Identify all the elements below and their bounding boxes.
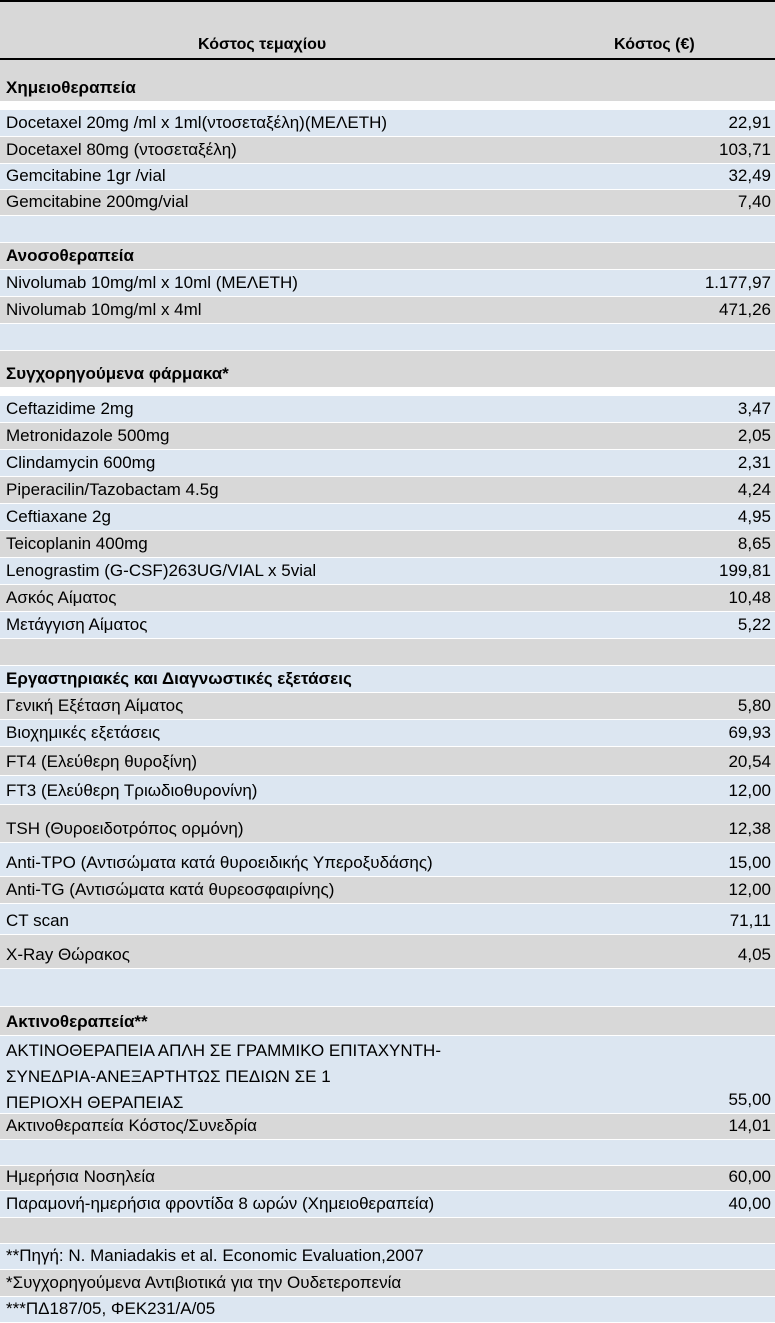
item-cost: 4,05	[737, 945, 771, 964]
table-row	[0, 585, 775, 612]
item-label: FT4 (Ελεύθερη θυροξίνη)	[6, 752, 198, 771]
item-label: Ημερήσια Νοσηλεία	[6, 1167, 155, 1186]
item-label: Gemcitabine 1gr /vial	[6, 166, 166, 185]
item-cost: 199,81	[719, 561, 771, 580]
section-title-row	[0, 243, 775, 270]
table-row	[0, 110, 775, 137]
table-row	[0, 297, 775, 324]
section-title: Χημειοθεραπεία	[6, 78, 136, 97]
item-label: Ακτινοθεραπεία Κόστος/Συνεδρία	[6, 1116, 257, 1135]
item-label-line: ΣΥΝΕΔΡΙΑ-ΑΝΕΞΑΡΤΗΤΩΣ ΠΕΔΙΩΝ ΣΕ 1	[6, 1067, 331, 1086]
spacer-row	[0, 216, 775, 243]
table-row	[0, 531, 775, 558]
section-title: Εργαστηριακές και Διαγνωστικές εξετάσεις	[6, 669, 352, 688]
table-row	[0, 612, 775, 639]
item-label: Nivolumab 10mg/ml x 4ml	[6, 300, 202, 319]
table-row	[0, 164, 775, 190]
item-cost: 10,48	[728, 588, 771, 607]
item-cost: 4,24	[737, 480, 771, 499]
item-label: Anti-TPO (Αντισώματα κατά θυροειδικής Υπεροξυδάσης)	[6, 853, 433, 872]
table-row	[0, 1036, 775, 1114]
table-row	[0, 720, 775, 747]
table-row	[0, 747, 775, 776]
spacer-row	[0, 1218, 775, 1244]
item-label-line: ΑΚΤΙΝΟΘΕΡΑΠΕΙΑ ΑΠΛΗ ΣΕ ΓΡΑΜΜΙΚΟ ΕΠΙΤΑΧΥΝΤΗ-	[6, 1041, 441, 1060]
spacer-row	[0, 1140, 775, 1166]
table-row	[0, 396, 775, 423]
item-cost: 12,00	[728, 880, 771, 899]
item-label: Gemcitabine 200mg/vial	[6, 192, 189, 211]
item-label: Μετάγγιση Αίματος	[6, 615, 148, 634]
spacer-row	[0, 324, 775, 351]
item-cost: 20,54	[728, 752, 771, 771]
table-row	[0, 776, 775, 805]
table-row	[0, 270, 775, 297]
item-cost: 3,47	[737, 399, 771, 418]
item-cost: 2,31	[737, 453, 771, 472]
table-row	[0, 805, 775, 843]
table-row	[0, 1166, 775, 1191]
item-label: TSH (Θυροειδοτρόπος ορμόνη)	[6, 819, 244, 838]
item-label: Metronidazole 500mg	[6, 426, 170, 445]
item-label: Docetaxel 80mg (ντοσεταξέλη)	[6, 140, 237, 159]
item-cost: 32,49	[728, 166, 771, 185]
item-cost: 22,91	[728, 113, 771, 132]
section-title: Ανοσοθεραπεία	[6, 246, 134, 265]
item-cost: 103,71	[719, 140, 771, 159]
table-row	[0, 190, 775, 216]
spacer-row	[0, 639, 775, 666]
header-cost-label: Κόστος (€)	[614, 36, 695, 53]
table-row	[0, 137, 775, 164]
item-label: Βιοχημικές εξετάσεις	[6, 723, 161, 742]
multiline-item-label	[6, 1038, 441, 1116]
item-label: Lenograstim (G-CSF)263UG/VIAL x 5vial	[6, 561, 317, 580]
table-row	[0, 504, 775, 531]
table-row	[0, 904, 775, 935]
item-label: Clindamycin 600mg	[6, 453, 156, 472]
item-cost: 60,00	[728, 1167, 771, 1186]
item-label: FT3 (Ελεύθερη Τριωδιοθυρονίνη)	[6, 781, 258, 800]
item-label-line: ΠΕΡΙΟΧΗ ΘΕΡΑΠΕΙΑΣ	[6, 1093, 184, 1112]
item-label: X-Ray Θώρακος	[6, 945, 130, 964]
item-cost: 5,80	[737, 696, 771, 715]
item-label: Παραμονή-ημερήσια φροντίδα 8 ωρών (Χημειοθεραπεία)	[6, 1194, 435, 1213]
item-cost: 7,40	[737, 192, 771, 211]
section-title: Συγχορηγούμενα φάρμακα*	[6, 364, 229, 383]
table-row	[0, 843, 775, 877]
item-label: Nivolumab 10mg/ml x 10ml (ΜΕΛΕΤΗ)	[6, 273, 298, 292]
table-row	[0, 877, 775, 904]
table-row	[0, 477, 775, 504]
section-title-row	[0, 666, 775, 693]
table-row	[0, 423, 775, 450]
item-cost: 471,26	[719, 300, 771, 319]
section-title: Ακτινοθεραπεία**	[6, 1012, 148, 1031]
item-cost: 8,65	[737, 534, 771, 553]
footnote: **Πηγή: N. Maniadakis et al. Economic Evaluation,2007	[6, 1246, 424, 1265]
footnote: ***ΠΔ187/05, ΦΕΚ231/Α/05	[6, 1299, 216, 1318]
item-cost: 15,00	[728, 853, 771, 872]
table-row	[0, 1114, 775, 1140]
item-label: Ασκός Αίματος	[6, 588, 117, 607]
section-title-row	[0, 1007, 775, 1036]
item-cost: 14,01	[728, 1116, 771, 1135]
table-header	[0, 2, 775, 60]
item-label: Ceftiaxane 2g	[6, 507, 111, 526]
item-label: Docetaxel 20mg /ml x 1ml(ντοσεταξέλη)(ΜΕΛΕΤΗ)	[6, 113, 388, 132]
item-label: Γενική Εξέταση Αίματος	[6, 696, 184, 715]
table-row	[0, 450, 775, 477]
table-row	[0, 1191, 775, 1218]
item-cost: 5,22	[737, 615, 771, 634]
table-row	[0, 558, 775, 585]
item-cost: 71,11	[729, 911, 771, 930]
section-title-row	[0, 351, 775, 388]
item-cost: 2,05	[737, 426, 771, 445]
item-cost: 69,93	[728, 723, 771, 742]
item-cost: 12,38	[728, 819, 771, 838]
item-cost: 55,00	[728, 1090, 771, 1109]
item-label: Teicoplanin 400mg	[6, 534, 148, 553]
table-row	[0, 693, 775, 720]
header-item-label: Κόστος τεμαχίου	[198, 36, 327, 53]
item-cost: 1.177,97	[704, 273, 771, 292]
section-title-row	[0, 60, 775, 102]
spacer-row	[0, 969, 775, 1007]
item-label: Piperacilin/Tazobactam 4.5g	[6, 480, 219, 499]
footnote-row	[0, 1270, 775, 1297]
item-label: CT scan	[6, 911, 69, 930]
item-label: Anti-TG (Αντισώματα κατά θυρεοσφαιρίνης)	[6, 880, 335, 899]
footnote: *Συγχορηγούμενα Αντιβιοτικά για την Ουδετεροπενία	[6, 1273, 402, 1292]
item-cost: 40,00	[728, 1194, 771, 1213]
footnote-row	[0, 1244, 775, 1270]
item-cost: 12,00	[728, 781, 771, 800]
table-row	[0, 935, 775, 969]
item-cost: 4,95	[737, 507, 771, 526]
footnote-row	[0, 1297, 775, 1323]
item-label: Ceftazidime 2mg	[6, 399, 134, 418]
